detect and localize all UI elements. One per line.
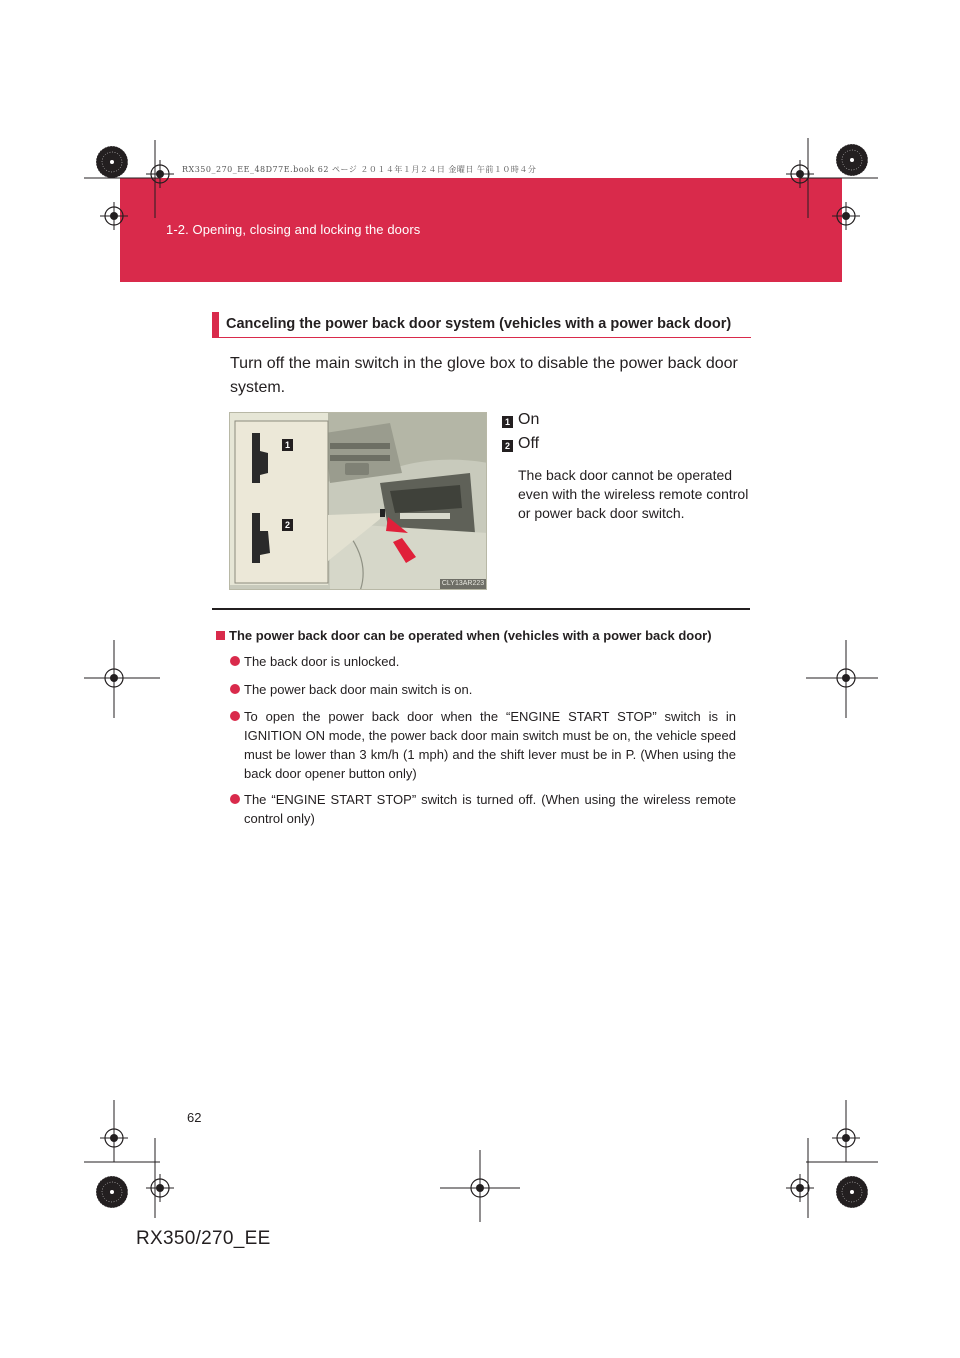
- list-item: [230, 652, 736, 671]
- callout-label-off: Off: [518, 435, 540, 452]
- list-item: [230, 707, 736, 783]
- callout-label-on: On: [518, 411, 540, 428]
- callout-marker-1: 1: [282, 439, 293, 451]
- bullet-icon: [230, 711, 240, 721]
- callout-number-2: 2: [502, 440, 513, 452]
- square-bullet-icon: [216, 631, 225, 640]
- intro-paragraph: Turn off the main switch in the glove box to disable the power back door system.: [230, 355, 738, 396]
- list-item: [230, 680, 736, 699]
- bullet-icon: [230, 656, 240, 666]
- glove-box-illustration: [229, 412, 487, 590]
- callout-marker-2: 2: [282, 519, 293, 531]
- list-item-text: The back door is unlocked.: [244, 654, 400, 669]
- glove-box-drawing: [230, 413, 487, 590]
- list-item: [230, 790, 736, 828]
- bullet-icon: [230, 684, 240, 694]
- print-stamp: RX350_270_EE_48D77E.book 62 ページ ２０１４年１月２４日 金曜日 午前１０時４分: [182, 165, 537, 174]
- figure-code: CLY13AR223: [441, 580, 485, 587]
- list-item-text: To open the power back door when the “ENGINE START STOP” switch is in IGNITION ON mode, the power back door main switch must be on, the vehicle speed must be lower than 3 km/h (1 mph) and the shift lever must be in P. (When using the back door opener button only): [244, 709, 736, 781]
- section-divider: [212, 608, 750, 610]
- list-item-text: The “ENGINE START STOP” switch is turned off. (When using the wireless remote control only): [244, 792, 736, 826]
- page-number: 62: [187, 1110, 202, 1125]
- info-heading: [216, 628, 712, 643]
- info-heading-text: The power back door can be operated when (vehicles with a power back door): [229, 628, 712, 643]
- note-text: The back door cannot be operated even with the wireless remote control or power back door switch.: [518, 467, 749, 521]
- section-heading: Canceling the power back door system (vehicles with a power back door): [226, 316, 732, 332]
- list-item-text: The power back door main switch is on.: [244, 682, 473, 697]
- model-code: RX350/270_EE: [136, 1228, 271, 1249]
- bullet-icon: [230, 794, 240, 804]
- section-title: 1-2. Opening, closing and locking the doors: [166, 222, 421, 237]
- callout-number-1: 1: [502, 416, 513, 428]
